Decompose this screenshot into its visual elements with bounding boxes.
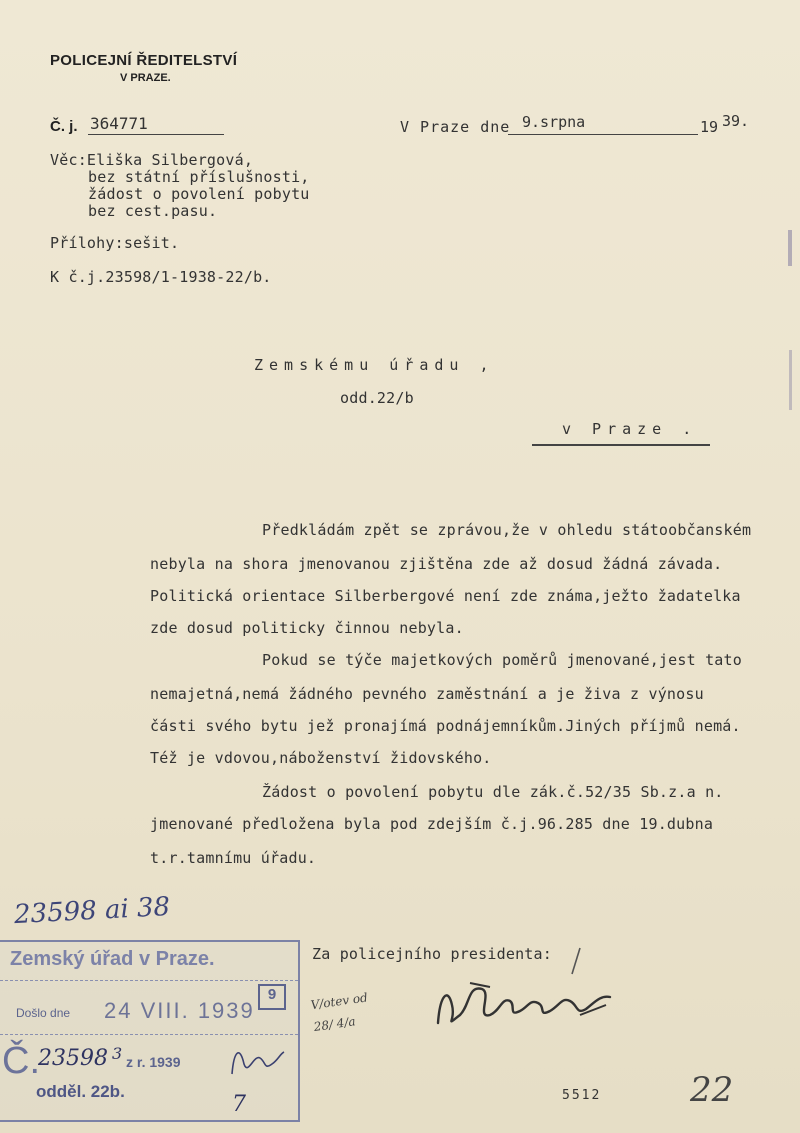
attachments: Přílohy:sešit. [50,234,180,252]
date-day-month: 9.srpna [522,113,586,131]
registry-stamp [0,940,300,1122]
stamp-box-number: 9 [258,984,286,1010]
handwritten-note: V/otev od 28/ 4/a [309,990,369,1034]
subject-line-3: žádost o povolení pobytu [88,185,310,203]
addressee-underline [532,444,710,446]
office-name: POLICEJNÍ ŘEDITELSTVÍ [50,52,238,69]
stamp-number-suffix: 3 [112,1044,123,1063]
corner-mark: 22 [690,1070,734,1110]
body-p1-line-3: Politická orientace Silberbergové není zde známa,ježto žadatelka [150,587,741,605]
date-underline [508,134,698,135]
body-p3-line-1: Žádost o povolení pobytu dle zák.č.52/35 Sb.z.a n. [262,783,724,801]
addressee-line-1: Zemskému úřadu , [254,356,495,374]
signature-tick-mark [566,946,586,976]
office-city: V PRAZE. [120,72,171,84]
addressee-line-2: odd.22/b [340,389,414,407]
stamp-number-handwritten: 23598 [38,1046,108,1071]
signature-scribble [430,975,630,1035]
stamp-year-label: z r. 1939 [126,1054,181,1070]
place-label: V Praze dne [400,118,511,136]
stamp-received-date: 24 VIII. 1939 [104,998,255,1023]
stamp-seven: 7 [232,1092,246,1117]
stamp-initials-scribble [226,1040,286,1080]
reference-number: K č.j.23598/1-1938-22/b. [50,268,272,286]
signature-for-label: Za policejního presidenta: [312,945,552,963]
page-number: 5512 [562,1088,602,1103]
body-p2-line-4: Též je vdovou,náboženství židovského. [150,749,492,767]
stamp-divider-1 [0,980,298,981]
body-p2-line-1: Pokud se týče majetkových poměrů jmenované,jest tato [262,651,742,669]
stamp-received-label: Došlo dne [16,1006,71,1020]
stamp-handwritten-top: 23598 ai 38 [13,891,171,931]
cj-number: 364771 [90,114,148,133]
year-suffix: 39. [722,112,750,130]
body-p2-line-3: části svého bytu jež pronajímá podnájemníkům.Jiných příjmů nemá. [150,717,741,735]
stamp-dept-label: odděl. 22b. [36,1082,125,1101]
body-p1-line-1: Předkládám zpět se zprávou,že v ohledu státoobčanském [262,521,752,539]
subject-line-4: bez cest.pasu. [88,202,218,220]
cj-label: Č. j. [50,118,78,135]
body-p3-line-2: jmenované předložena byla pod zdejším č.j.96.285 dne 19.dubna [150,815,714,833]
stamp-c-letter: Č. [2,1040,40,1082]
body-p2-line-2: nemajetná,nemá žádného pevného zaměstnání a je živa z výnosu [150,685,704,703]
cj-underline [88,134,224,135]
stamp-divider-2 [0,1034,298,1035]
subject-line-1: Věc:Eliška Silbergová, [50,151,254,169]
body-p1-line-4: zde dosud politicky činnou nebyla. [150,619,464,637]
body-p1-line-2: nebyla na shora jmenovanou zjištěna zde až dosud žádná závada. [150,555,723,573]
stamp-title: Zemský úřad v Praze. [10,948,215,970]
body-p3-line-3: t.r.tamnímu úřadu. [150,849,317,867]
subject-line-2: bez státní příslušnosti, [88,168,310,186]
binding-mark [788,230,792,266]
addressee-line-3: v Praze . [562,420,698,438]
year-prefix: 19 [700,118,719,136]
binding-mark [789,350,792,410]
